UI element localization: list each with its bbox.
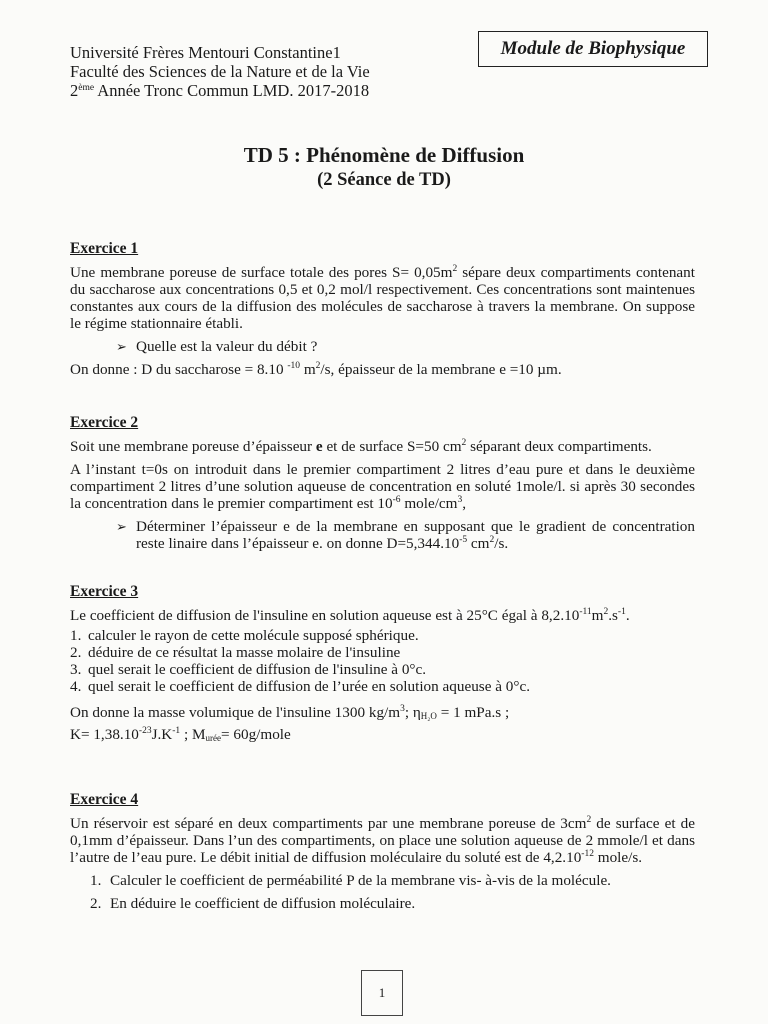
academic-year: 2ème Année Tronc Commun LMD. 2017-2018	[70, 81, 370, 100]
list-item: 1. Calculer le coefficient de perméabilité P de la membrane vis- à-vis de la molécule.	[90, 872, 611, 889]
page-title: TD 5 : Phénomène de Diffusion	[243, 143, 525, 167]
exercise-text: Une membrane poreuse de surface totale des pores $S= 0,05m^2$ sépare deux compartiments contenant du saccharose aux concentrations 0,5 et 0,2 mol/l respectivement. Ces concentrations sont maintenues constantes aux cours de la diffusion des molécules de saccharose à travers la membrane. On suppose le régime stationnaire établi.	[70, 264, 695, 332]
module-box	[478, 31, 708, 67]
exercise-3	[70, 583, 695, 743]
exercise-title: Exercice 4	[70, 791, 139, 808]
exercise-text: Soit une membrane poreuse d’épaisseur e et de surface S=50 $cm^2$ séparant deux compartiments.	[70, 438, 652, 455]
exercise-text: Le coefficient de diffusion de l'insuline en solution aqueuse est à 25°C égal à $8,2.10^{-11}m^2.s^{-1}$.	[70, 607, 630, 624]
exercise-1	[70, 240, 695, 378]
page-subtitle: (2 Séance de TD)	[317, 170, 451, 190]
question-list	[70, 627, 695, 695]
list-item: 3. quel serait le coefficient de diffusion de l'insuline à 0°c.	[70, 661, 427, 678]
list-item: 2. En déduire le coefficient de diffusion moléculaire.	[90, 895, 416, 912]
university-name: Université Frères Mentouri Constantine1	[70, 43, 341, 62]
arrow-bullet-icon: ➢	[116, 519, 127, 534]
exercise-title: Exercice 1	[70, 240, 139, 257]
page-number-box	[361, 970, 403, 1016]
exercise-title: Exercice 2	[70, 414, 139, 431]
exercise-2	[70, 414, 695, 552]
exercise-text: A l’instant t=0s on introduit dans le premier compartiment 2 litres d’eau pure et dans le deuxième compartiment 2 litres d’une solution aqueuse de concentration en soluté 1mole/l. si après 30 secondes la concentration dans le premier compartiment est $10^{-6}$ mole/$cm^3$,	[70, 461, 695, 512]
list-item: 1. calculer le rayon de cette molécule supposé sphérique.	[70, 627, 419, 644]
question-item: ➢ Quelle est la valeur du débit ?	[116, 338, 318, 355]
faculty-name: Faculté des Sciences de la Nature et de la Vie	[70, 62, 370, 81]
list-item: 2. déduire de ce résultat la masse molaire de l'insuline	[70, 644, 401, 661]
given-data: On donne : D du saccharose = 8.10 $^{-10}$ $m^2/s$, épaisseur de la membrane e =10 µm.	[70, 361, 562, 378]
institution-header	[70, 43, 370, 100]
list-item: 4. quel serait le coefficient de diffusion de l’urée en solution aqueuse à 0°c.	[70, 678, 530, 695]
given-data: On donne la masse volumique de l'insuline 1300 $kg/m^3$; $\eta_{H_2O} = 1$ mPa.s ;	[70, 704, 510, 721]
exercise-text: Un réservoir est séparé en deux compartiments par une membrane poreuse de $3cm^2$ de surface et de 0,1mm d’épaisseur. Dans l’un des compartiments, on place une solution aqueuse de 2 mmole/l et dans l’autre de l’eau pure. Le débit initial de diffusion moléculaire du soluté est de $4,2.10^{-12}$ mole/s.	[70, 815, 695, 866]
question-list	[90, 872, 695, 912]
arrow-bullet-icon: ➢	[116, 339, 127, 354]
module-title: Module de Biophysique	[500, 38, 686, 59]
question-item: ➢ Déterminer l’épaisseur e de la membrane en supposant que le gradient de concentration reste linaire dans l’épaisseur e. on donne $D=5,344.10^{-5}$ $cm^2/s$.	[116, 518, 695, 552]
given-data: $K= 1,38.10^{-23}J.K^{-1}$ ; $M_{urée}=$ 60g/mole	[70, 726, 291, 743]
page-number: 1	[378, 985, 386, 1000]
exercise-title: Exercice 3	[70, 583, 139, 600]
exercise-4	[70, 791, 695, 912]
